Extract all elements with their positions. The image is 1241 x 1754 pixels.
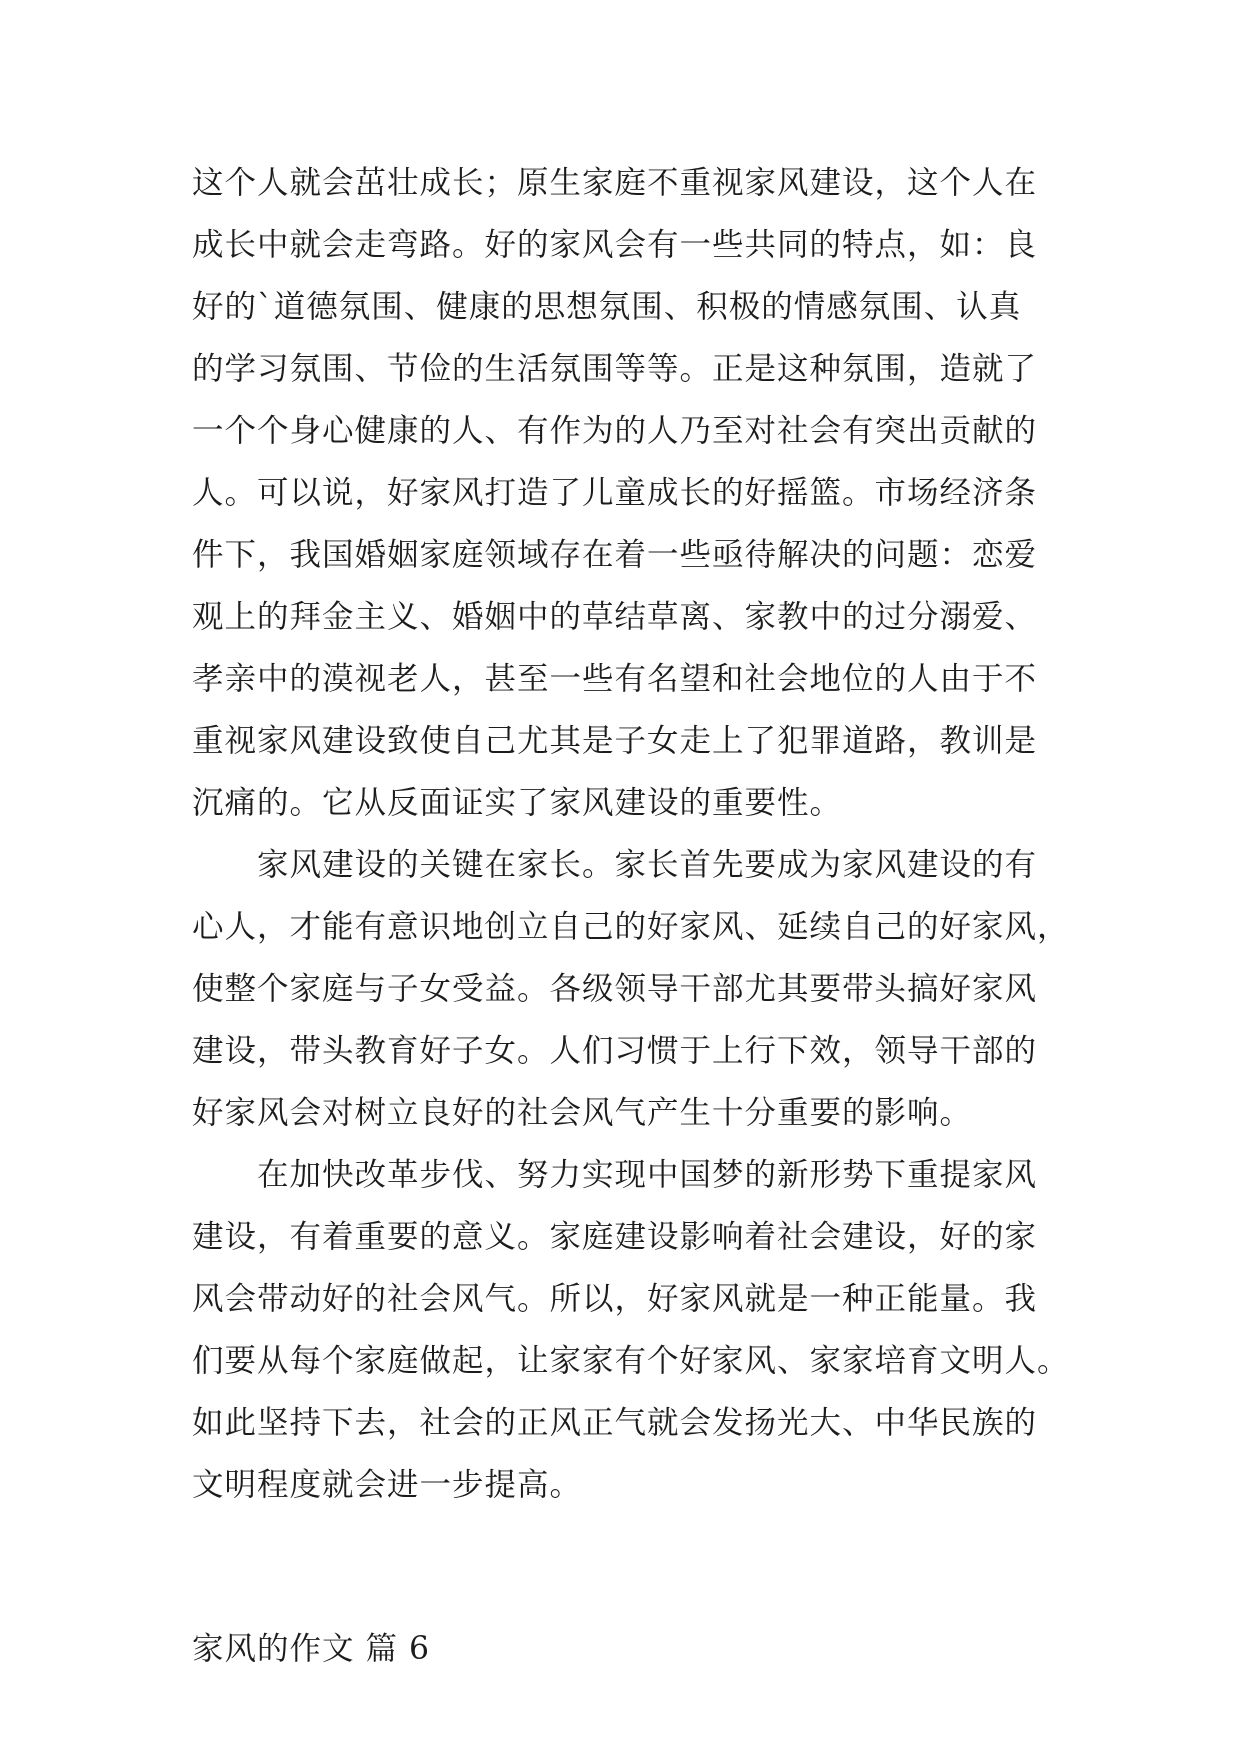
text-line: 如此坚持下去，社会的正风正气就会发扬光大、中华民族的	[192, 1405, 1038, 1441]
text-line: 成长中就会走弯路。好的家风会有一些共同的特点，如：良	[192, 227, 1038, 263]
text-line: 好家风会对树立良好的社会风气产生十分重要的影响。	[192, 1095, 973, 1131]
text-line: 家风建设的关键在家长。家长首先要成为家风建设的有	[192, 847, 1038, 883]
text-line: 建设，有着重要的意义。家庭建设影响着社会建设，好的家	[192, 1219, 1038, 1255]
text-line: 们要从每个家庭做起，让家家有个好家风、家家培育文明人。	[192, 1343, 1070, 1379]
text-line: 风会带动好的社会风气。所以，好家风就是一种正能量。我	[192, 1281, 1038, 1317]
text-line: 建设，带头教育好子女。人们习惯于上行下效，领导干部的	[192, 1033, 1038, 1069]
text-line: 一个个身心健康的人、有作为的人乃至对社会有突出贡献的	[192, 413, 1038, 449]
text-line: 人。可以说，好家风打造了儿童成长的好摇篮。市场经济条	[192, 475, 1038, 511]
text-line: 这个人就会茁壮成长；原生家庭不重视家风建设，这个人在	[192, 165, 1038, 201]
text-line: 心人，才能有意识地创立自己的好家风、延续自己的好家风，	[192, 909, 1070, 945]
document-page	[192, 152, 1072, 1680]
section-spacer	[192, 1516, 1072, 1618]
text-line: 好的`道德氛围、健康的思想氛围、积极的情感氛围、认真	[192, 289, 1022, 325]
text-line: 件下，我国婚姻家庭领域存在着一些亟待解决的问题：恋爱	[192, 537, 1038, 573]
text-line: 观上的拜金主义、婚姻中的草结草离、家教中的过分溺爱、	[192, 599, 1038, 635]
text-line: 孝亲中的漠视老人，甚至一些有名望和社会地位的人由于不	[192, 661, 1038, 697]
text-line: 沉痛的。它从反面证实了家风建设的重要性。	[192, 785, 843, 821]
section-heading: 家风的作文 篇 6	[192, 1631, 431, 1667]
text-line: 在加快改革步伐、努力实现中国梦的新形势下重提家风	[192, 1157, 1038, 1193]
text-line: 使整个家庭与子女受益。各级领导干部尤其要带头搞好家风	[192, 971, 1038, 1007]
text-line: 文明程度就会进一步提高。	[192, 1467, 583, 1503]
text-line: 重视家风建设致使自己尤其是子女走上了犯罪道路，教训是	[192, 723, 1038, 759]
text-line: 的学习氛围、节俭的生活氛围等等。正是这种氛围，造就了	[192, 351, 1038, 387]
